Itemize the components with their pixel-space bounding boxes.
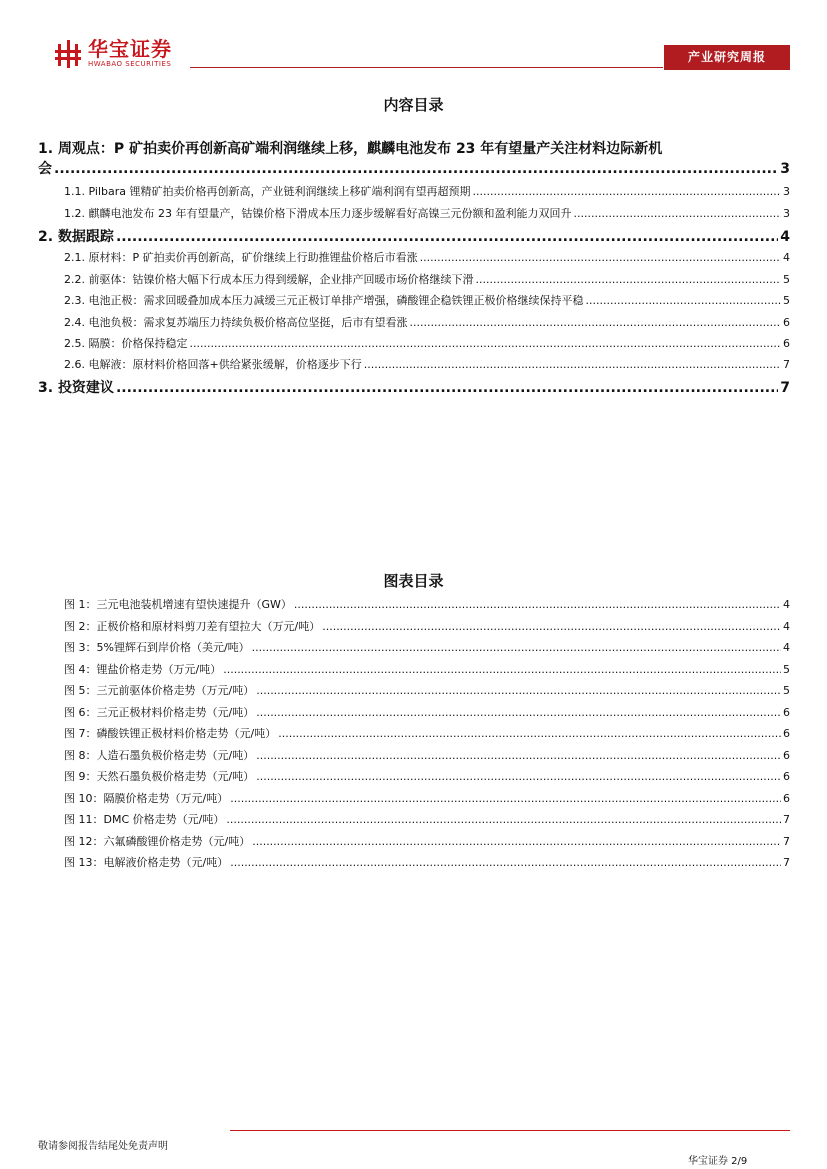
toc-entry-2-3[interactable] — [64, 292, 790, 308]
toc-leader-dots — [476, 273, 782, 286]
figure-entry[interactable] — [64, 661, 790, 677]
toc-entry-label: 2. 数据跟踪 — [38, 229, 114, 245]
figure-page-number: 6 — [783, 706, 790, 719]
toc-title: 内容目录 — [383, 96, 444, 114]
logo-text-en: HWABAO SECURITIES — [88, 60, 172, 68]
figure-entry-label: 图 9：天然石墨负极价格走势（元/吨） — [64, 770, 255, 783]
figure-entry[interactable] — [64, 596, 790, 612]
toc-page-number: 7 — [783, 358, 790, 371]
figure-page-number: 7 — [783, 835, 790, 848]
toc-page-number: 3 — [783, 185, 790, 198]
toc-page-number: 6 — [783, 316, 790, 329]
toc-entry-2-4[interactable] — [64, 314, 790, 330]
figures-title: 图表目录 — [383, 572, 444, 590]
figure-entry-label: 图 12：六氟磷酸锂价格走势（元/吨） — [64, 835, 251, 848]
toc-entry-label: 2.5. 隔膜：价格保持稳定 — [64, 337, 188, 350]
toc-entry-label: 2.1. 原材料：P 矿拍卖价再创新高，矿价继续上行助推锂盐价格后市看涨 — [64, 251, 418, 264]
figure-entry-label: 图 13：电解液价格走势（元/吨） — [64, 856, 229, 869]
toc-leader-dots — [294, 598, 781, 611]
figure-page-number: 6 — [783, 770, 790, 783]
toc-leader-dots — [256, 706, 781, 719]
toc-leader-dots — [364, 358, 781, 371]
figure-entry-label: 图 2：正极价格和原材料剪刀差有望拉大（万元/吨） — [64, 620, 321, 633]
figure-entry-label: 图 1：三元电池装机增速有望快速提升（GW） — [64, 598, 292, 611]
figure-page-number: 6 — [783, 749, 790, 762]
toc-leader-dots — [226, 813, 781, 826]
toc-leader-dots — [322, 620, 781, 633]
figure-entry-label: 图 5：三元前驱体价格走势（万元/吨） — [64, 684, 255, 697]
toc-entry-label: 2.3. 电池正极：需求回暖叠加成本压力减缓三元正极订单排产增强，磷酸锂企稳铁锂正极价格继续保持平稳 — [64, 294, 584, 307]
toc-entry-1-line2[interactable] — [38, 158, 790, 178]
toc-page-number: 3 — [780, 161, 790, 177]
toc-entry-num: 1. — [38, 141, 54, 157]
page-number: 华宝证券 2/9 — [688, 1156, 748, 1167]
toc-leader-dots — [252, 835, 781, 848]
figure-entry[interactable] — [64, 833, 790, 849]
toc-page-number: 4 — [783, 251, 790, 264]
page-header — [0, 0, 827, 80]
toc-entry-1-2[interactable] — [64, 205, 790, 221]
figure-entry-label: 图 11：DMC 价格走势（元/吨） — [64, 813, 225, 826]
figure-entry-label: 图 7：磷酸铁锂正极材料价格走势（元/吨） — [64, 727, 277, 740]
figure-entry[interactable] — [64, 682, 790, 698]
toc-leader-dots — [256, 684, 781, 697]
toc-entry-label: 2.2. 前驱体：钴镍价格大幅下行成本压力得到缓解，企业排产回暖市场价格继续下滑 — [64, 273, 474, 286]
figure-entry[interactable] — [64, 704, 790, 720]
figure-entry[interactable] — [64, 639, 790, 655]
toc-leader-dots — [190, 337, 782, 350]
toc-page-number: 6 — [783, 337, 790, 350]
toc-page-number: 4 — [780, 229, 790, 245]
report-type-badge: 产业研究周报 — [664, 45, 790, 70]
toc-entry-2-6[interactable] — [64, 356, 790, 372]
figure-entry[interactable] — [64, 811, 790, 827]
toc-page-number: 7 — [780, 380, 790, 396]
toc-entry-1-1[interactable] — [64, 183, 790, 199]
figure-page-number: 6 — [783, 727, 790, 740]
toc-leader-dots — [116, 380, 778, 396]
toc-entry-label: 3. 投资建议 — [38, 380, 114, 396]
figure-entry-label: 图 8：人造石墨负极价格走势（元/吨） — [64, 749, 255, 762]
figure-entry[interactable] — [64, 768, 790, 784]
toc-leader-dots — [230, 856, 781, 869]
toc-leader-dots — [230, 792, 781, 805]
toc-leader-dots — [54, 161, 778, 177]
toc-leader-dots — [586, 294, 782, 307]
figure-page-number: 5 — [783, 663, 790, 676]
toc-entry-text: 周观点：P 矿拍卖价再创新高矿端利润继续上移，麒麟电池发布 23 年有望量产关注材料边际新机 — [57, 141, 663, 157]
toc-leader-dots — [256, 770, 781, 783]
figure-page-number: 4 — [783, 620, 790, 633]
figure-entry[interactable] — [64, 725, 790, 741]
toc-page-number: 5 — [783, 273, 790, 286]
figure-page-number: 4 — [783, 598, 790, 611]
toc-leader-dots — [116, 229, 778, 245]
toc-entry-1-line1[interactable] — [38, 138, 790, 158]
figure-page-number: 7 — [783, 813, 790, 826]
toc-entry-2-5[interactable] — [64, 335, 790, 351]
toc-entry-label: 1.2. 麒麟电池发布 23 年有望量产，钴镍价格下滑成本压力逐步缓解看好高镍三元份额和盈利能力双回升 — [64, 207, 572, 220]
figure-entry-label: 图 10：隔膜价格走势（万元/吨） — [64, 792, 229, 805]
toc-leader-dots — [420, 251, 781, 264]
figure-page-number: 7 — [783, 856, 790, 869]
toc-leader-dots — [223, 663, 781, 676]
toc-page-number: 5 — [783, 294, 790, 307]
figure-entry-label: 图 4：锂盐价格走势（万元/吨） — [64, 663, 222, 676]
disclaimer-note: 敬请参阅报告结尾处免责声明 — [38, 1141, 168, 1152]
toc-leader-dots — [256, 749, 781, 762]
toc-entry-label: 1.1. Pilbara 锂精矿拍卖价格再创新高，产业链利润继续上移矿端利润有望再超预期 — [64, 185, 471, 198]
figure-entry-label: 图 3：5%锂辉石到岸价格（美元/吨） — [64, 641, 250, 654]
figure-page-number: 4 — [783, 641, 790, 654]
toc-entry-label: 2.6. 电解液：原材料价格回落+供给紧张缓解，价格逐步下行 — [64, 358, 362, 371]
toc-entry-3[interactable] — [38, 377, 790, 397]
toc-entry-2-1[interactable] — [64, 249, 790, 265]
toc-entry-text: 会 — [38, 161, 52, 177]
toc-leader-dots — [252, 641, 781, 654]
figure-entry-label: 图 6：三元正极材料价格走势（元/吨） — [64, 706, 255, 719]
hwabao-logo-icon — [55, 40, 81, 68]
figure-page-number: 5 — [783, 684, 790, 697]
header-divider — [190, 67, 663, 68]
figure-entry[interactable] — [64, 854, 790, 870]
toc-leader-dots — [410, 316, 782, 329]
toc-leader-dots — [278, 727, 781, 740]
figure-entry[interactable] — [64, 790, 790, 806]
footer-divider — [230, 1130, 790, 1131]
toc-leader-dots — [473, 185, 782, 198]
toc-entry-label: 2.4. 电池负极：需求复苏端压力持续负极价格高位坚挺，后市有望看涨 — [64, 316, 408, 329]
figure-page-number: 6 — [783, 792, 790, 805]
figure-entry[interactable] — [64, 747, 790, 763]
logo-text-cn: 华宝证券 — [88, 37, 172, 61]
toc-leader-dots — [574, 207, 782, 220]
toc-page-number: 3 — [783, 207, 790, 220]
toc-entry-2-2[interactable] — [64, 271, 790, 287]
toc-entry-2[interactable] — [38, 226, 790, 246]
figure-entry[interactable] — [64, 618, 790, 634]
